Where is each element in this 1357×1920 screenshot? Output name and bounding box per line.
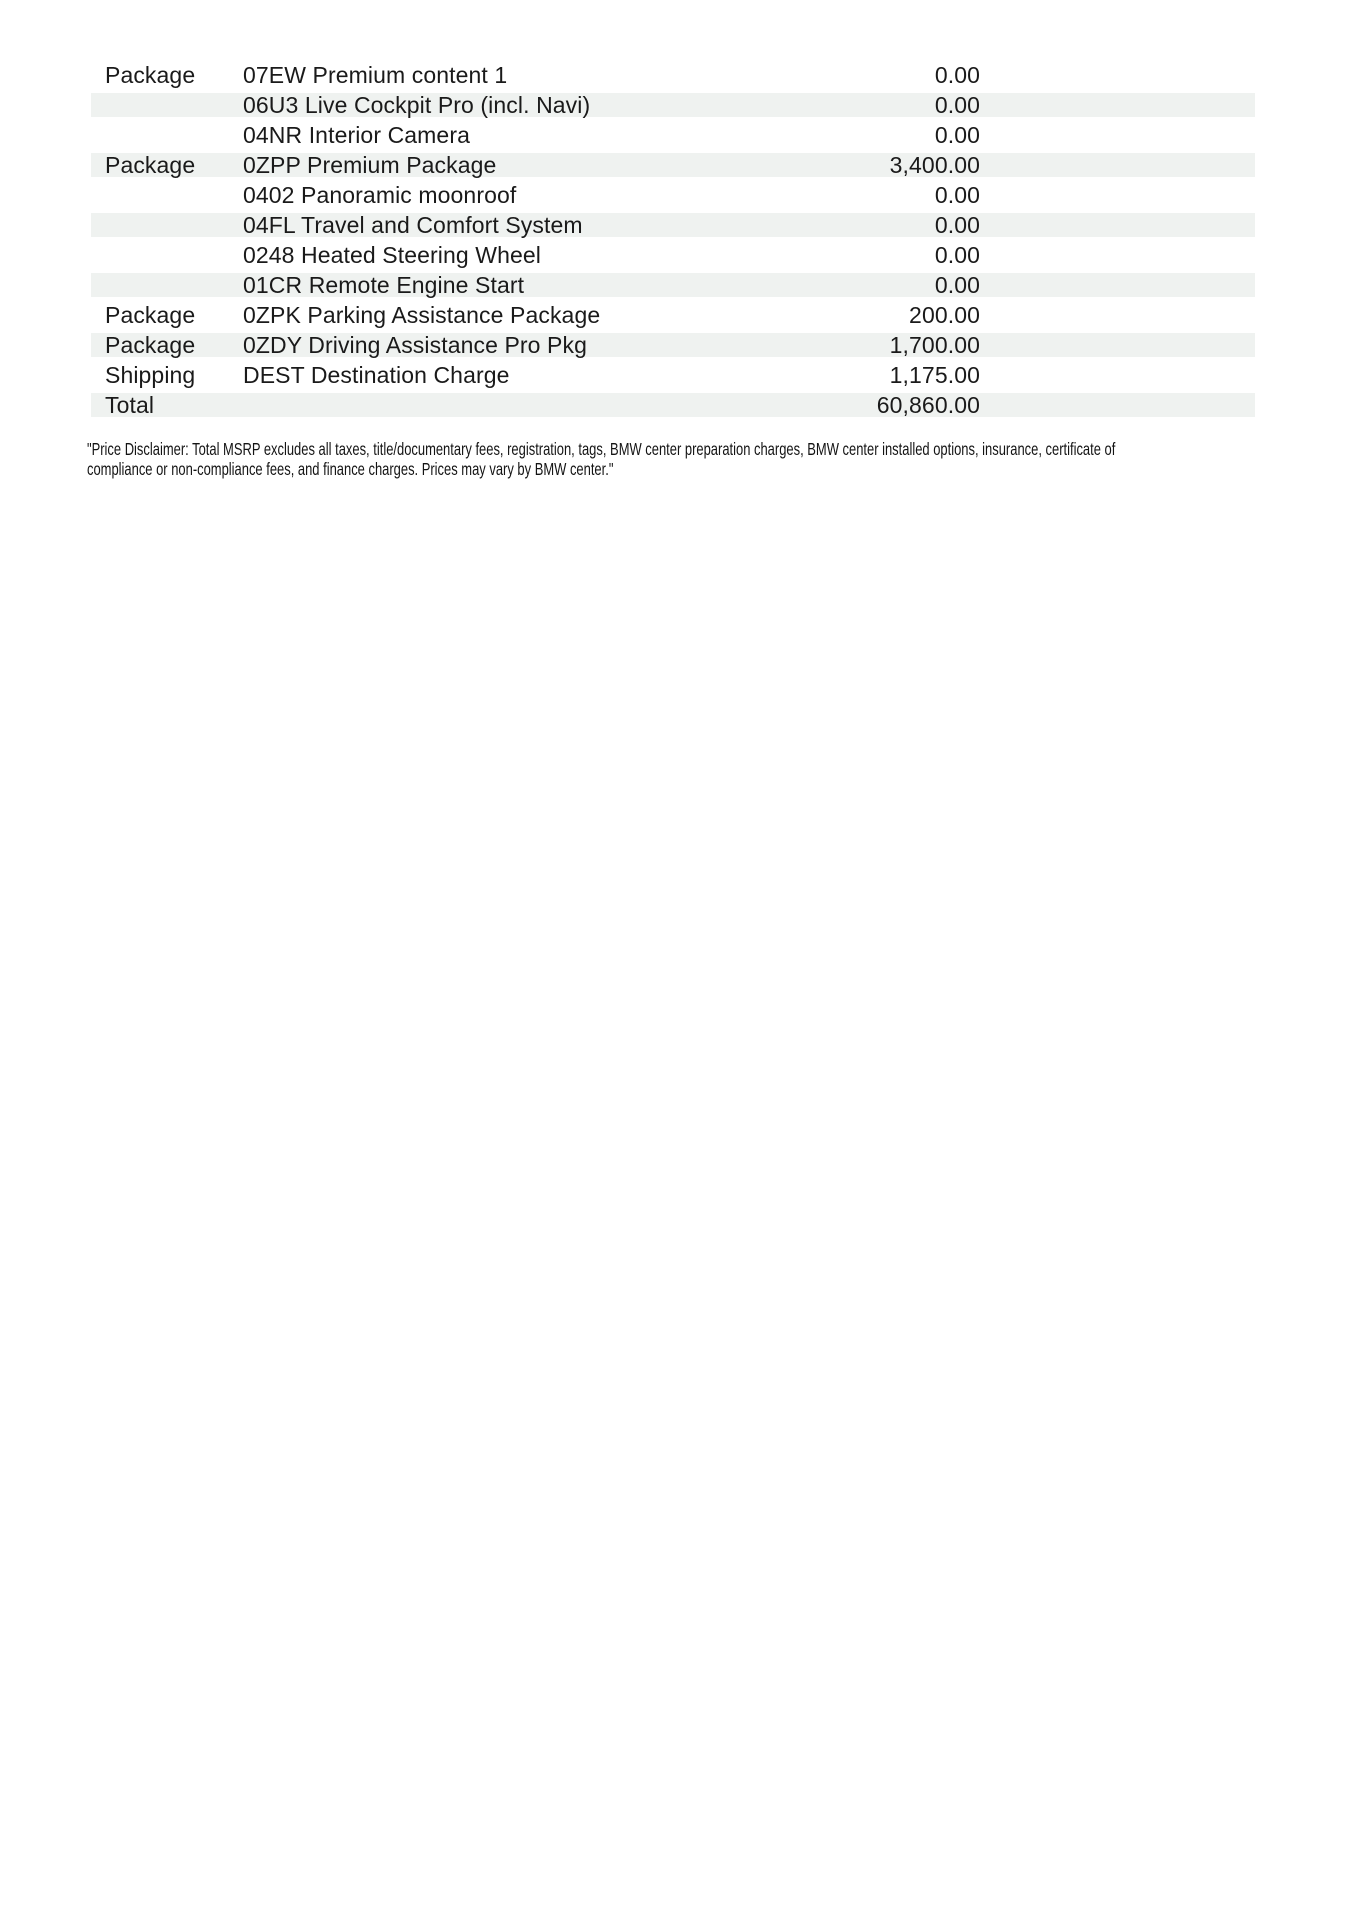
row-filler	[980, 330, 1255, 360]
row-item: 04NR Interior Camera	[243, 122, 470, 148]
row-item: 06U3 Live Cockpit Pro (incl. Navi)	[243, 92, 591, 118]
row-filler	[980, 210, 1255, 240]
row-item	[243, 390, 802, 420]
disclaimer-line-2: compliance or non-compliance fees, and finance charges. Prices may vary by BMW center."	[87, 459, 614, 479]
row-category: Total	[105, 392, 155, 418]
row-filler	[980, 270, 1255, 300]
row-item: 01CR Remote Engine Start	[243, 272, 525, 298]
disclaimer-line-1: "Price Disclaimer: Total MSRP excludes all taxes, title/documentary fees, registration, tags, BMW center preparation charges, BMW center installed options, insurance, certificate of	[87, 439, 1116, 459]
row-filler	[980, 90, 1255, 120]
table-row	[91, 270, 1255, 300]
row-amount: 200.00	[909, 302, 980, 328]
row-filler	[980, 390, 1255, 420]
row-filler	[980, 180, 1255, 210]
row-category: Package	[105, 62, 196, 88]
row-category	[91, 120, 243, 150]
table-row	[91, 390, 1255, 420]
row-item: 0ZPK Parking Assistance Package	[243, 302, 601, 328]
row-amount: 60,860.00	[876, 392, 980, 418]
row-filler	[980, 360, 1255, 390]
row-category: Package	[105, 302, 196, 328]
row-item: 0248 Heated Steering Wheel	[243, 242, 541, 268]
row-filler	[980, 120, 1255, 150]
table-row	[91, 60, 1255, 90]
price-table	[91, 60, 1255, 420]
row-category	[91, 240, 243, 270]
row-filler	[980, 240, 1255, 270]
row-amount: 0.00	[934, 272, 980, 298]
row-category: Shipping	[105, 362, 196, 388]
row-category	[91, 270, 243, 300]
row-amount: 0.00	[934, 182, 980, 208]
row-category	[91, 210, 243, 240]
table-row	[91, 240, 1255, 270]
row-amount: 3,400.00	[889, 152, 980, 178]
row-amount: 0.00	[934, 92, 980, 118]
table-row	[91, 360, 1255, 390]
row-amount: 0.00	[934, 122, 980, 148]
table-row	[91, 210, 1255, 240]
table-row	[91, 150, 1255, 180]
table-row	[91, 300, 1255, 330]
row-filler	[980, 150, 1255, 180]
row-item: 04FL Travel and Comfort System	[243, 212, 583, 238]
row-amount: 0.00	[934, 212, 980, 238]
row-item: 0ZPP Premium Package	[243, 152, 497, 178]
price-disclaimer	[87, 439, 1287, 479]
row-amount: 1,700.00	[889, 332, 980, 358]
row-category: Package	[105, 152, 196, 178]
table-row	[91, 90, 1255, 120]
table-row	[91, 330, 1255, 360]
row-category	[91, 180, 243, 210]
row-filler	[980, 60, 1255, 90]
row-amount: 0.00	[934, 242, 980, 268]
row-category	[91, 90, 243, 120]
table-row	[91, 120, 1255, 150]
table-row	[91, 180, 1255, 210]
row-item: DEST Destination Charge	[243, 362, 510, 388]
row-item: 07EW Premium content 1	[243, 62, 508, 88]
row-category: Package	[105, 332, 196, 358]
row-amount: 0.00	[934, 62, 980, 88]
row-item: 0ZDY Driving Assistance Pro Pkg	[243, 332, 587, 358]
row-amount: 1,175.00	[889, 362, 980, 388]
row-item: 0402 Panoramic moonroof	[243, 182, 517, 208]
row-filler	[980, 300, 1255, 330]
